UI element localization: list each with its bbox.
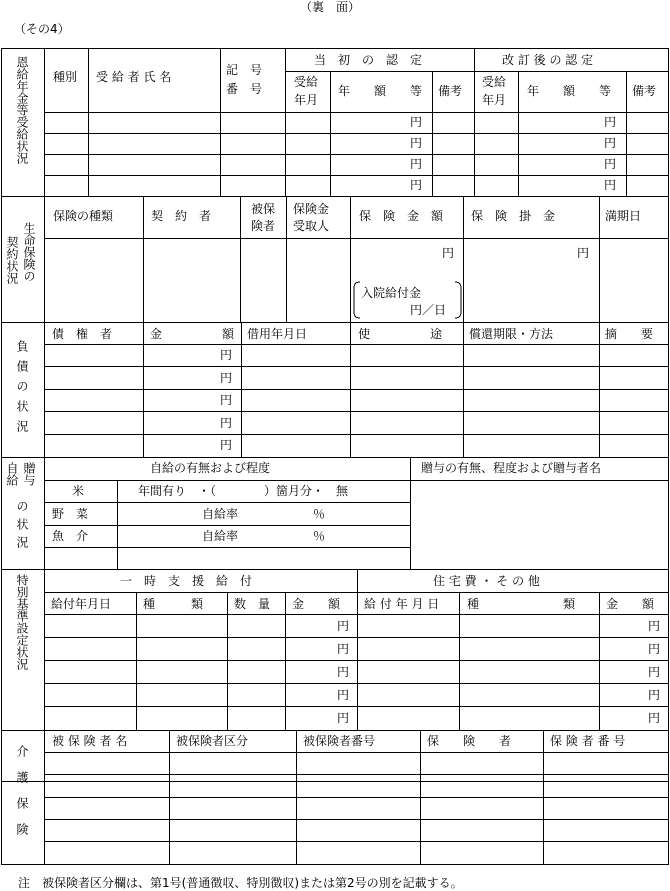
pension-receive-2: 年月	[294, 93, 319, 107]
yen-mark: 円	[604, 115, 617, 129]
special-col-date: 給付年月日	[51, 597, 112, 611]
yen-mark: 円	[410, 178, 423, 192]
yen-mark: 円	[220, 393, 233, 407]
rice-detail: 年間有り ・（ ）箇月分・ 無	[138, 484, 349, 498]
debt-col-repay: 償還期限・方法	[469, 327, 554, 341]
care-side-label: 介護保険	[15, 745, 29, 849]
pension-rev-remarks: 備考	[632, 84, 657, 98]
pension-col-name: 受 給 者 氏 名	[96, 70, 172, 84]
part-label: （その4）	[14, 22, 70, 36]
debt-col-creditor: 債 権 者	[52, 327, 113, 341]
insurance-col-insured-2: 険者	[251, 219, 276, 233]
vegetable-pct: ％	[313, 507, 326, 521]
yen-mark: 円	[604, 136, 617, 150]
pension-side-label: 恩給年金等受給状況	[15, 56, 29, 164]
self-side-label-2: 自給	[5, 462, 19, 486]
insurance-col-premium: 保 険 掛 金	[471, 209, 556, 223]
debt-col-note: 摘 要	[605, 327, 654, 341]
special-temp-header: 一 時 支 援 給 付	[120, 574, 253, 588]
care-col-name: 被 保 険 者 名	[52, 734, 128, 748]
self-side-label-1: 贈与	[22, 462, 36, 486]
special-col-kind: 種 類	[143, 597, 204, 611]
yen-mark: 円	[220, 371, 233, 385]
yen-mark: 円	[648, 619, 661, 633]
vegetable-rate-label: 自給率	[202, 507, 239, 521]
hospital-benefit-label: 入院給付金	[361, 286, 422, 300]
pension-col-type: 種別	[53, 70, 78, 84]
insurance-col-contractor: 契 約 者	[151, 209, 212, 223]
insurance-col-insured-1: 被保	[251, 202, 276, 216]
pension-col-bango: 番 号	[226, 82, 263, 96]
footnote: 注 被保険者区分欄は、第1号(普通徴収、特別徴収)または第2号の別を記載する。	[18, 876, 463, 890]
self-header: 自給の有無および程度	[150, 461, 271, 475]
pension-receive-1: 受給	[294, 75, 319, 89]
special-col-kind-2: 種 類	[467, 597, 576, 611]
fish-label: 魚 介	[52, 529, 89, 543]
yen-mark: 円	[410, 136, 423, 150]
gift-header: 贈与の有無、程度および贈与者名	[421, 461, 602, 475]
yen-mark: 円	[337, 642, 350, 656]
insurance-col-amount: 保 険 金 額	[359, 209, 444, 223]
yen-mark: 円	[648, 711, 661, 725]
yen-mark: 円	[442, 246, 455, 260]
insurance-col-receiver-1: 保険金	[293, 202, 330, 216]
self-side-label-3: の状況	[15, 500, 29, 554]
yen-mark: 円	[648, 665, 661, 679]
yen-mark: 円	[410, 157, 423, 171]
insurance-col-type: 保険の種類	[53, 209, 114, 223]
yen-mark: 円	[410, 115, 423, 129]
debt-col-use: 使 途	[358, 327, 443, 341]
pension-rev-amount: 年 額 等	[527, 84, 612, 98]
rice-label: 米	[72, 484, 85, 498]
pension-col-kigo: 記 号	[226, 63, 263, 77]
special-col-amount-2: 金 額	[606, 597, 655, 611]
pension-rev-receive-2: 年月	[482, 93, 507, 107]
pension-rev-receive-1: 受給	[482, 75, 507, 89]
care-col-insurer-number: 保 険 者 番 号	[550, 734, 626, 748]
yen-mark: 円	[220, 416, 233, 430]
pension-revised-header: 改 訂 後 の 認 定	[502, 53, 594, 67]
yen-mark: 円	[337, 688, 350, 702]
special-col-qty: 数 量	[234, 597, 271, 611]
debt-side-label: 負債の状況	[15, 340, 29, 440]
special-col-amount: 金 額	[292, 597, 341, 611]
insurance-side-label-2: 契約状況	[5, 236, 19, 284]
yen-mark: 円	[220, 348, 233, 362]
hospital-benefit-unit: 円／日	[410, 303, 447, 317]
pension-initial-header: 当 初 の 認 定	[314, 53, 423, 67]
fish-pct: ％	[313, 529, 326, 543]
page-side-title: （裏 面）	[300, 0, 361, 14]
special-col-date-2: 給 付 年 月 日	[364, 597, 440, 611]
vegetable-label: 野 菜	[52, 507, 89, 521]
care-col-insurer: 保 険 者	[427, 734, 512, 748]
yen-mark: 円	[604, 157, 617, 171]
yen-mark: 円	[220, 438, 233, 452]
insurance-side-label-1: 生命保険の	[22, 222, 36, 282]
yen-mark: 円	[337, 711, 350, 725]
insurance-col-receiver-2: 受取人	[293, 219, 330, 233]
pension-remarks: 備考	[438, 84, 463, 98]
care-col-class: 被保険者区分	[176, 734, 249, 748]
yen-mark: 円	[337, 619, 350, 633]
yen-mark: 円	[337, 665, 350, 679]
special-side-label: 特別基準設定状況	[15, 574, 29, 670]
yen-mark: 円	[648, 688, 661, 702]
yen-mark: 円	[604, 178, 617, 192]
insurance-col-maturity: 満期日	[605, 209, 642, 223]
debt-col-amount: 金 額	[150, 327, 235, 341]
special-house-header: 住 宅 費 ・ そ の 他	[433, 574, 540, 588]
debt-col-date: 借用年月日	[247, 327, 308, 341]
fish-rate-label: 自給率	[202, 529, 239, 543]
yen-mark: 円	[577, 246, 590, 260]
yen-mark: 円	[648, 642, 661, 656]
care-col-number: 被保険者番号	[303, 734, 376, 748]
pension-amount: 年 額 等	[338, 84, 423, 98]
